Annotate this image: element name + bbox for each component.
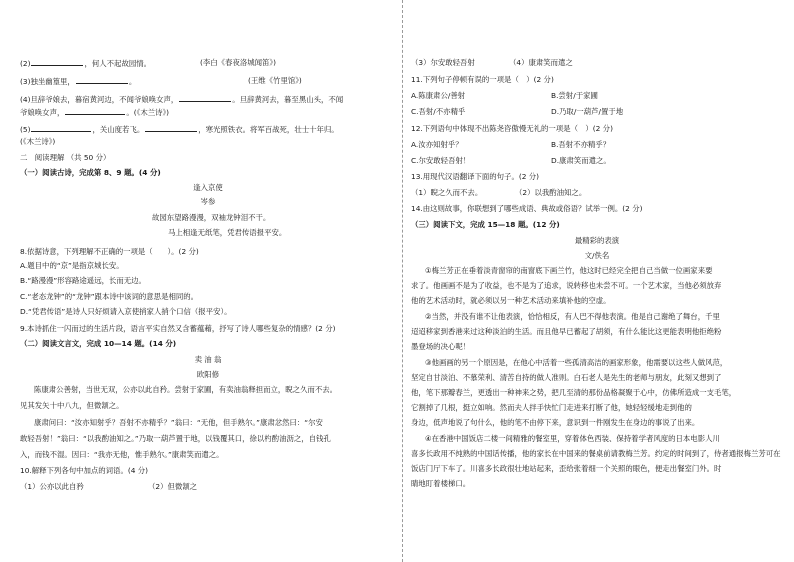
article-p2-line2: 迢迢移家到香港来过这种淡泊的生活。而且他早已蓄起了胡须，有什么能比这更能表明他拒绝粉 <box>411 327 722 336</box>
q10-item-3: （3）尔安敢轻吾射 <box>411 58 475 67</box>
q8-option-d: D.“凭君传语”是诗人只好烦请入京使捎家人捎个口信（报平安）。 <box>20 307 232 316</box>
answer-blank[interactable] <box>145 124 197 132</box>
q13-item-1: （1）睨之久而不去。 <box>411 188 483 197</box>
classical-p2-line3: 入，而钱不湿。因曰：“我亦无他，惟手熟尔。”康肃笑而遣之。 <box>20 450 224 459</box>
classical-title: 卖 油 翁 <box>194 355 222 364</box>
q12-option-c: C.尔安敢轻吾射！ <box>411 156 471 165</box>
q12-option-b: B.吾射不亦精乎？ <box>551 140 611 149</box>
q4-line1: (4)旦辞爷娘去，暮宿黄河边，不闻爷娘唤女声， 。旦辞黄河去，暮至黑山头，不闻 <box>20 95 344 104</box>
article-p1-line1: ①梅兰芳正在垂着淡青窗帘的南窗底下画兰竹，他这时已经完全把自己当做一位画家来要 <box>425 266 713 275</box>
classical-author: 欧阳修 <box>196 370 220 379</box>
classical-p1-line1: 陈康肃公善射，当世无双，公亦以此自矜。尝射于家圃，有卖油翁释担而立，睨之久而不去。 <box>34 385 338 394</box>
poem-title: 逢入京使 <box>193 183 223 192</box>
article-p4-line1: ④在香港中国饭店二楼一间精雅的餐室里，穿着体色西装、保持着学者风度的日本电影人川 <box>425 434 720 443</box>
section-2-heading: 二 阅读理解 （共 50 分） <box>20 153 111 162</box>
article-p1-line3: 他的艺术活动时，就必须以另一种艺术活动来填补他的空虚。 <box>411 296 611 305</box>
answer-blank[interactable] <box>76 76 128 84</box>
q12-option-a: A.汝亦知射乎？ <box>411 140 463 149</box>
q2-line: (2) ，何人不起故园情。 <box>20 59 152 68</box>
classical-p1-line2: 见其发矢十中八九，但微颔之。 <box>20 401 124 410</box>
q11-option-c: C.吾射/不亦精乎 <box>411 107 466 116</box>
q8-option-c: C.“老态龙钟”的“龙钟”跟本诗中该词的意思是相同的。 <box>20 292 199 301</box>
q13-stem: 13.用现代汉语翻译下面的句子。(2 分) <box>411 172 540 181</box>
article-p3-line5: 身边，低声地说了句什么，他的笔不由停下来，意识到一件刚发生在身边的事说了出来。 <box>411 418 700 427</box>
q8-option-a: A.题目中的“京”是指京城长安。 <box>20 261 124 270</box>
column-divider <box>402 0 403 562</box>
article-p4-line2: 喜多长政用不纯熟的中国话传播，他的家长在中国来的餐桌前请教梅兰芳。约定的时间到了，侍者通报梅兰芳可在 <box>411 449 781 458</box>
poem-line-2: 马上相逢无纸笔，凭君传语报平安。 <box>168 228 287 237</box>
answer-blank[interactable] <box>31 124 91 132</box>
article-p1-line2: 求了。他画画不是为了收益，也不是为了追求，说转移也未尝不可。一个艺术家，当他必须放弃 <box>411 281 722 290</box>
article-p2-line3: 墨登场的决心呢！ <box>411 342 471 351</box>
q11-stem: 11.下列句子停顿有误的一项是（ ）(2 分) <box>411 75 554 84</box>
q10-item-4: （4）康肃笑而遣之 <box>509 58 573 67</box>
q11-option-d: D.乃取/一葫芦/置于地 <box>551 107 624 116</box>
classical-p2-line2: 敢轻吾射！”翁曰：“以我酌油知之。”乃取一葫芦置于地，以钱覆其口，徐以杓酌油沥之，自钱孔 <box>20 434 331 443</box>
article-p3-line2: 坚定自甘淡泊、不慕荣利、清苦自持的做人准则。白石老人是先生的老师与朋友，此刻又想到了 <box>411 373 722 382</box>
article-p3-line1: ③他画画的另一个原因是，在他心中活着一些孤清高洁的画家形象，他需要以这些人做风范， <box>425 358 728 367</box>
q11-option-a: A.陈康肃公/善射 <box>411 91 466 100</box>
article-p2-line1: ②当然，并没有谁不让他表演，恰恰相反，有人巴不得他表演。他是自己谢绝了舞台，千里 <box>425 312 720 321</box>
answer-blank[interactable] <box>179 94 231 102</box>
q10-stem: 10.解释下列各句中加点的词语。(4 分) <box>20 466 149 475</box>
classical-p2-line1: 康肃问曰：“汝亦知射乎？吾射不亦精乎？”翁曰：“无他，但手熟尔。”康肃忿然曰：“尔安 <box>34 418 323 427</box>
q2-source: (李白《春夜洛城闻笛》) <box>200 58 276 67</box>
answer-blank[interactable] <box>31 58 83 66</box>
q12-stem: 12.下列语句中体现不出陈尧咨傲慢无礼的一项是（ ）(2 分) <box>411 124 613 133</box>
answer-blank[interactable] <box>65 107 125 115</box>
q10-item-1: （1）公亦以此自矜 <box>20 482 84 491</box>
article-author: 文/佚名 <box>584 251 610 260</box>
q14-stem: 14.由这则故事，你联想到了哪些成语、典故或俗语？试举一例。(2 分) <box>411 204 643 213</box>
q4-line2: 爷娘唤女声， 。(《木兰诗》) <box>20 108 170 117</box>
article-title: 最精彩的表演 <box>574 236 620 245</box>
q10-item-2: （2）但微颔之 <box>148 482 198 491</box>
article-p4-line3: 饭店门厅下车了。川喜多长政很壮地站起来，歪给张着细一个关照的眼色，便走出餐室门外。时 <box>411 464 722 473</box>
poem-line-1: 故园东望路漫漫，双袖龙钟泪不干。 <box>152 213 271 222</box>
q5-line1: (5) ，关山度若飞。 ，寒光照铁衣。将军百战死，壮士十年归。 <box>20 125 339 134</box>
q5-line2: (《木兰诗》) <box>20 137 56 146</box>
article-p4-line4: 睛地盯着楼梯口。 <box>411 479 471 488</box>
part-3-heading: （三）阅读下文，完成 15—18 题。(12 分) <box>411 220 560 229</box>
q8-option-b: B.“路漫漫”形容路途遥远，长而无边。 <box>20 276 146 285</box>
q9-stem: 9.本诗抓住一闪而过的生活片段，语言平实自然又含蓄蕴藉，抒写了诗人哪些复杂的情感？(2 分) <box>20 324 336 333</box>
part-1-heading: （一）阅读古诗，完成第 8、9 题。(4 分) <box>20 168 161 177</box>
poem-author: 岑参 <box>200 197 216 206</box>
q11-option-b: B.尝射/于家圃 <box>551 91 598 100</box>
q3-source: (王维《竹里馆》) <box>248 76 302 85</box>
q12-option-d: D.康肃笑而遣之。 <box>551 156 611 165</box>
q8-stem: 8.依据诗意，下列理解不正确的一项是（ ）。(2 分) <box>20 247 199 256</box>
article-p3-line3: 他，笔下那瓣春兰，更透出一种神来之势，把几至清的那份品格凝聚于心中，仿佛所造成一支毛笔， <box>411 388 737 397</box>
part-2-heading: （二）阅读文言文，完成 10—14 题。(14 分) <box>20 339 177 348</box>
article-p3-line4: 它割掉了几根，挺立如响。然而夫人拌手快忙门走进来打断了他，她轻轻缓地走到他的 <box>411 403 692 412</box>
q3-line: (3)独坐幽篁里， 。 <box>20 77 137 86</box>
q13-item-2: （2）以我酌油知之。 <box>515 188 587 197</box>
